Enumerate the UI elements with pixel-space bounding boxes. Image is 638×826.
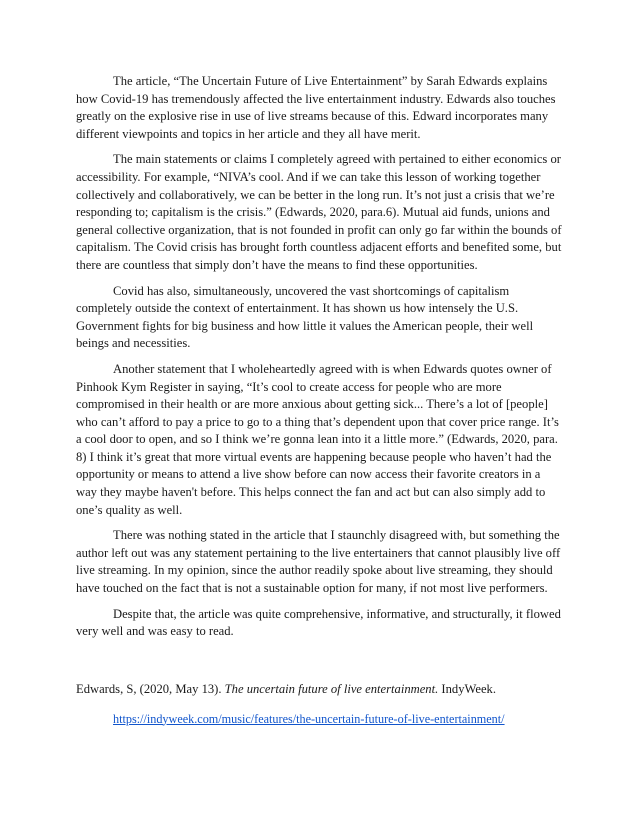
paragraph-capitalism: Covid has also, simultaneously, uncovered the vast shortcomings of capitalism completely outside the context of entertainment. It has shown us how intensely the U.S. Government fights for big business and how little it values the American people, their well beings and necessities. [76,283,534,351]
reference-link[interactable]: https://indyweek.com/music/features/the-uncertain-future-of-live-entertainment/ [113,711,505,726]
paragraph-conclusion: Despite that, the article was quite comprehensive, informative, and structurally, it flowed very well and was easy to read. [76,606,561,639]
reference-publisher: IndyWeek. [438,682,497,696]
paragraph-disagreement: There was nothing stated in the article that I staunchly disagreed with, but something the author left out was any statement pertaining to the live entertainers that cannot plausibly live off live streaming. In my opinion, since the author readily spoke about live streaming, they should have touched on the fact that is not a sustainable option for many, if not most live performers. [76,528,561,596]
reference-section [76,681,562,728]
paragraph-agreement: The main statements or claims I completely agreed with pertained to either economics or accessibility. For example, “NIVA’s cool. And if we can take this lesson of working together collectively and collaboratively, we can be better in the long run. It’s not just a crisis that we’re responding to; capitalism is the crisis.” (Edwards, 2020, para.6). Mutual aid funds, unions and general collective organization, that is not founded in profit can only go far within the bounds of capitalism. The Covid crisis has brought forth countless adjacent efforts and benefited some, but there are countless that simply don’t have the means to find these opportunities. [76,152,562,272]
reference-url-line [76,711,562,729]
paragraph-intro: The article, “The Uncertain Future of Live Entertainment” by Sarah Edwards explains how Covid-19 has tremendously affected the live entertainment industry. Edwards also touches greatly on the explosive rise in use of live streams because of this. Edward incorporates many different viewpoints and topics in her article and they all have merit. [76,74,556,141]
reference-author-date: Edwards, S, (2020, May 13). [76,682,225,696]
reference-title: The uncertain future of live entertainment. [224,682,439,696]
paragraph-quote: Another statement that I wholeheartedly agreed with is when Edwards quotes owner of Pinhook Kym Register in saying, “It’s cool to create access for people who are more compromised in their health or are more anxious about getting sick... There’s a lot of [people] who can’t afford to pay a price to go to a thing that’s dependent upon that cover price range. It’s a cool door to open, and so I think we’re gonna lean into it a little more.” (Edwards, 2020, para. 8) I think it’s great that more virtual events are happening because people who haven’t had the opportunity or means to attend a live show before can now access their favorite creators in a way they maybe haven't before. This helps connect the fan and act but can also simply add to one’s quality as well. [76,361,559,517]
reference-entry [76,681,562,699]
essay-body [76,73,562,649]
